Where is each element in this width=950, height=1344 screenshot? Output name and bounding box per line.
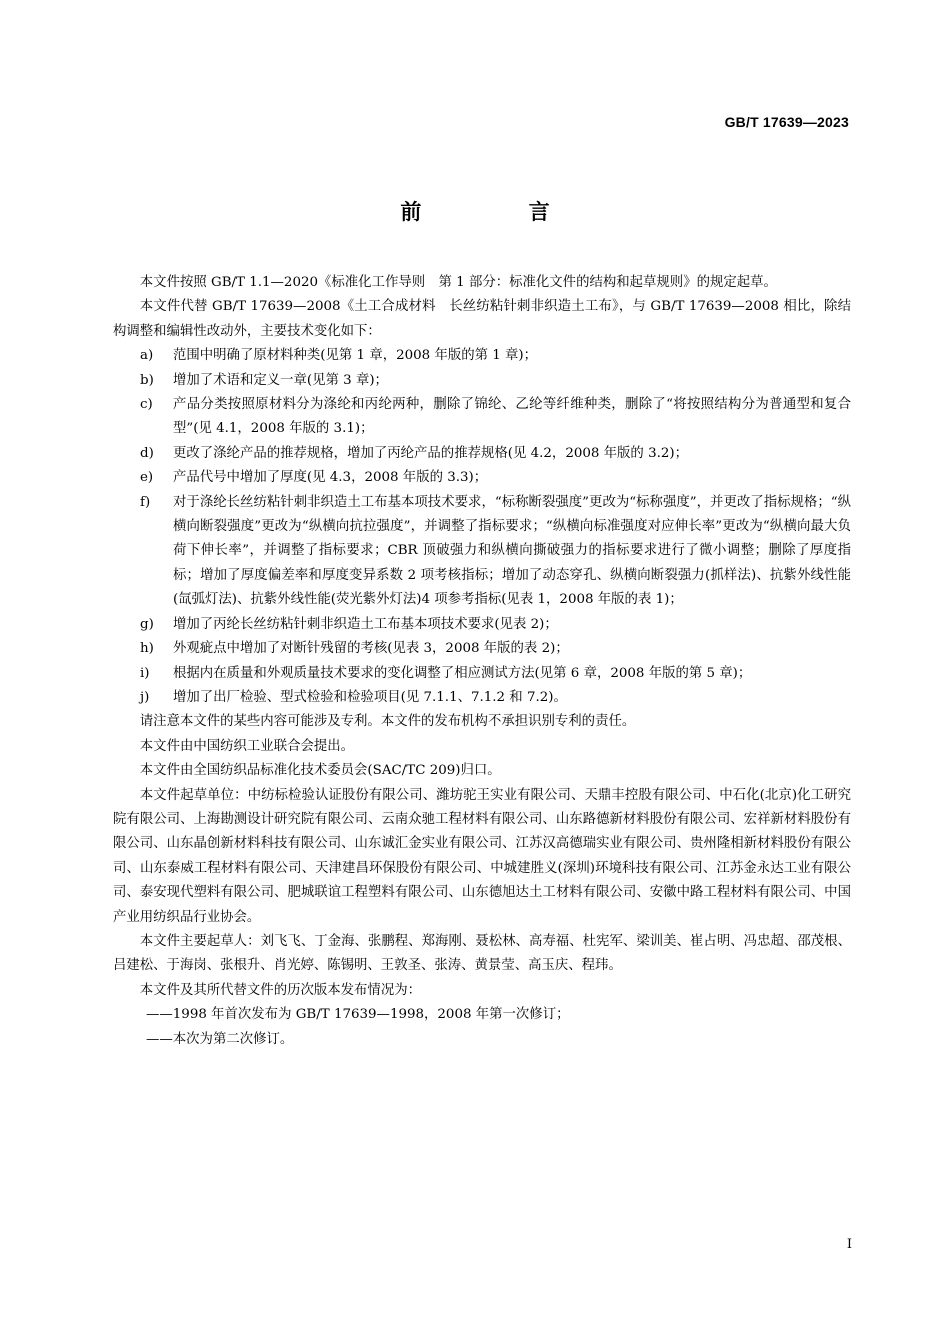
paragraph-committee: 本文件由全国纺织品标准化技术委员会(SAC/TC 209)归口。 <box>139 763 501 779</box>
list-item-text: 根据内在质量和外观质量技术要求的变化调整了相应测试方法(见第 6 章，2008 年版的第 5 章)； <box>173 665 752 681</box>
list-item <box>113 637 851 661</box>
list-marker: d) <box>140 445 154 461</box>
list-item-text: 更改了涤纶产品的推荐规格，增加了丙纶产品的推荐规格(见 4.2，2008 年版的 3.2)； <box>173 445 688 461</box>
list-item-text: 增加了丙纶长丝纺粘针刺非织造土工布基本项技术要求(见表 2)； <box>173 616 558 632</box>
list-marker: c) <box>140 397 153 413</box>
list-marker: j) <box>140 689 150 705</box>
list-marker: e) <box>140 470 154 486</box>
list-marker: i) <box>140 665 150 681</box>
list-item-text: 增加了出厂检验、型式检验和检验项目(见 7.1.1、7.1.2 和 7.2)。 <box>173 689 567 705</box>
list-item <box>113 491 851 613</box>
history-item: ——本次为第二次修订。 <box>146 1031 294 1047</box>
standard-code: GB/T 17639—2023 <box>724 114 849 130</box>
paragraph-drafters: 本文件主要起草人：刘飞飞、丁金海、张鹏程、郑海刚、聂松林、高寿福、杜宪军、梁训美、崔占明、冯忠超、邵茂根、吕建松、于海岗、张根升、肖光婷、陈锡明、王敦圣、张涛、黄景莹、高玉庆、程玮。 <box>113 933 851 974</box>
document-body <box>113 271 851 1052</box>
list-item-text: 对于涤纶长丝纺粘针刺非织造土工布基本项技术要求，“标称断裂强度”更改为“标称强度”，并更改了指标规格；“纵横向断裂强度”更改为“纵横向抗拉强度”，并调整了指标要求；“纵横向标准强度对应伸长率”更改为“纵横向最大负荷下伸长率”，并调整了指标要求；CBR 顶破强力和纵横向撕破强力的指标要求进行了微小调整；删除了厚度指标；增加了厚度偏差率和厚度变异系数 2 项考核指标；增加了动态穿孔、纵横向断裂强力(抓样法)、抗紫外线性能(氙弧灯法)、抗紫外线性能(荧光紫外灯法)4 项参考指标(见表 1，2008 年版的表 1)； <box>173 494 851 608</box>
list-item-text: 产品分类按照原材料分为涤纶和丙纶两种，删除了锦纶、乙纶等纤维种类，删除了“将按照结构分为普通型和复合型”(见 4.1，2008 年版的 3.1)； <box>173 397 851 437</box>
list-marker: g) <box>140 616 154 632</box>
list-item <box>113 613 851 637</box>
list-item <box>113 686 851 710</box>
list-marker: a) <box>140 348 154 364</box>
list-item-text: 产品代号中增加了厚度(见 4.3，2008 年版的 3.3)； <box>173 470 488 486</box>
paragraph-history-intro: 本文件及其所代替文件的历次版本发布情况为： <box>139 982 421 998</box>
list-item-text: 外观疵点中增加了对断针残留的考核(见表 3，2008 年版的表 2)； <box>173 641 569 657</box>
page-number: I <box>846 1237 852 1252</box>
list-item <box>113 662 851 686</box>
paragraph-drafting-rules: 本文件按照 GB/T 1.1—2020《标准化工作导则 第 1 部分：标准化文件的结构和起草规则》的规定起草。 <box>139 275 777 290</box>
paragraph-patent-notice: 请注意本文件的某些内容可能涉及专利。本文件的发布机构不承担识别专利的责任。 <box>139 714 636 730</box>
paragraph-drafting-units: 本文件起草单位：中纺标检验认证股份有限公司、潍坊驼王实业有限公司、天鼎丰控股有限公司、中石化(北京)化工研究院有限公司、上海勘测设计研究院有限公司、云南众驰工程材料有限公司、山东路德新材料股份有限公司、宏祥新材料股份有限公司、山东晶创新材料科技有限公司、山东诚汇金实业有限公司、江苏汉高德瑞实业有限公司、贵州隆相新材料股份有限公司、山东泰威工程材料有限公司、天津建昌环保股份有限公司、中城建胜义(深圳)环境科技有限公司、江苏金永达工业有限公司、泰安现代塑料有限公司、肥城联谊工程塑料有限公司、山东德旭达土工材料有限公司、安徽中路工程材料有限公司、中国产业用纺织品行业协会。 <box>113 787 851 925</box>
list-item <box>113 466 851 490</box>
history-item: ——1998 年首次发布为 GB/T 17639—1998，2008 年第一次修订； <box>146 1007 570 1023</box>
page-title: 前 言 <box>400 200 600 224</box>
list-marker: h) <box>140 641 154 657</box>
list-marker: f) <box>140 494 151 510</box>
list-item <box>113 393 851 442</box>
paragraph-replacement: 本文件代替 GB/T 17639—2008《土工合成材料 长丝纺粘针刺非织造土工布》，与 GB/T 17639—2008 相比，除结构调整和编辑性改动外，主要技术变化如下： <box>113 299 851 339</box>
list-item-text: 范围中明确了原材料种类(见第 1 章，2008 年版的第 1 章)； <box>173 348 538 364</box>
list-item <box>113 344 851 368</box>
list-item-text: 增加了术语和定义一章(见第 3 章)； <box>173 372 388 388</box>
list-marker: b) <box>140 372 154 388</box>
paragraph-proposer: 本文件由中国纺织工业联合会提出。 <box>139 738 355 754</box>
list-item <box>113 442 851 466</box>
list-item <box>113 369 851 393</box>
